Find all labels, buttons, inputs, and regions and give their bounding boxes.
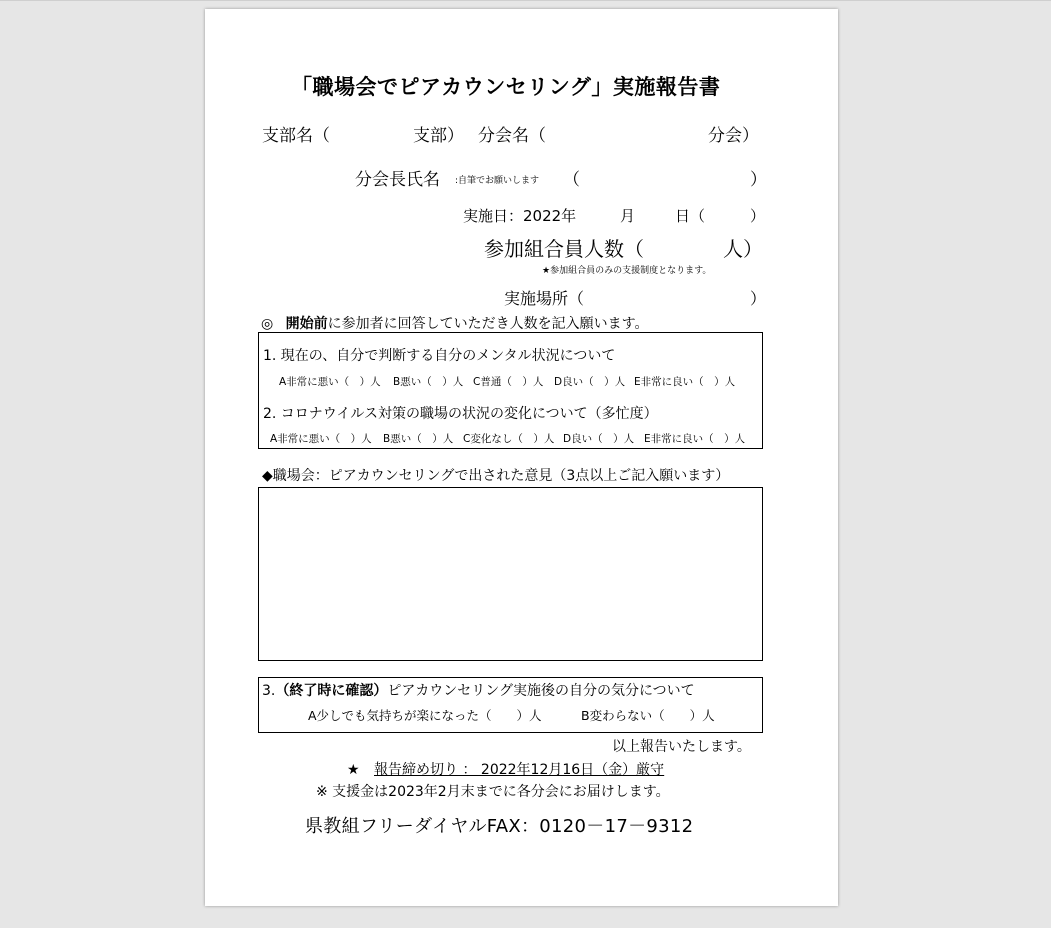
branch-label: 支部名（ bbox=[262, 126, 330, 146]
document-page bbox=[205, 9, 838, 906]
page-title: 「職場会でピアカウンセリング」実施報告書 bbox=[291, 75, 721, 99]
question-1-option-b: B悪い（ ）人 bbox=[393, 376, 464, 388]
support-note: ※ 支援金は2023年2月末までに各分会にお届けします。 bbox=[316, 784, 670, 800]
question-1-option-e: E非常に良い（ ）人 bbox=[634, 376, 736, 388]
date-day: 日（ bbox=[675, 207, 706, 225]
opinions-label: ◆職場会：ピアカウンセリングで出された意見（3点以上ご記入願います） bbox=[262, 468, 730, 484]
participants-note: ★参加組合員のみの支援制度となります。 bbox=[542, 266, 712, 276]
question-2-option-d: D良い（ ）人 bbox=[563, 433, 635, 445]
leader-label: 分会長氏名 bbox=[355, 170, 440, 190]
question-2-option-b: B悪い（ ）人 bbox=[383, 433, 454, 445]
opinions-box[interactable] bbox=[258, 487, 763, 661]
instruction-text: に参加者に回答していただき人数を記入願います。 bbox=[327, 316, 649, 332]
leader-note: :自筆でお願いします bbox=[455, 176, 540, 186]
instruction-bold: 開始前 bbox=[285, 316, 328, 332]
question-3-box bbox=[258, 677, 763, 733]
date-month: 月 bbox=[620, 207, 636, 225]
place-label: 実施場所（ bbox=[504, 289, 585, 308]
star-icon: ★ bbox=[347, 762, 360, 778]
question-1-option-c: C普通（ ）人 bbox=[473, 376, 544, 388]
question-2-option-a: A非常に悪い（ ）人 bbox=[270, 433, 372, 445]
date-close: ） bbox=[750, 207, 766, 225]
fax-number: 県教組フリーダイヤルFAX：0120－17－9312 bbox=[305, 816, 694, 837]
viewer-top-border bbox=[0, 0, 1051, 1]
instruction-line bbox=[261, 313, 649, 333]
sub-branch-label: 分会名（ bbox=[478, 126, 546, 146]
participants-unit: 人） bbox=[723, 237, 763, 261]
questions-box bbox=[258, 332, 763, 449]
question-3-text: ピアカウンセリング実施後の自分の気分について bbox=[387, 683, 695, 699]
question-2-option-e: E非常に良い（ ）人 bbox=[644, 433, 746, 445]
question-3-prefix: 3. bbox=[262, 683, 276, 699]
question-2: 2. コロナウイルス対策の職場の状況の変化について（多忙度） bbox=[263, 406, 658, 422]
question-1: 1. 現在の、自分で判断する自分のメンタル状況について bbox=[263, 348, 616, 364]
question-1-option-a: A非常に悪い（ ）人 bbox=[279, 376, 381, 388]
question-2-option-c: C変化なし（ ）人 bbox=[463, 433, 555, 445]
place-close: ） bbox=[750, 289, 767, 308]
question-1-option-d: D良い（ ）人 bbox=[554, 376, 626, 388]
deadline-text: 報告締め切り ： 2022年12月16日（金）厳守 bbox=[374, 762, 665, 778]
question-3 bbox=[262, 680, 695, 700]
leader-close: ） bbox=[750, 170, 767, 190]
question-3-bold: （終了時に確認） bbox=[275, 683, 388, 699]
participants-label: 参加組合員人数（ bbox=[484, 237, 644, 261]
closing-text: 以上報告いたします。 bbox=[612, 739, 751, 755]
sub-branch-suffix: 分会） bbox=[708, 126, 759, 146]
deadline-line bbox=[347, 759, 664, 779]
question-3-option-a: A少しでも気持ちが楽になった（ ）人 bbox=[308, 708, 542, 723]
date-label: 実施日：2022年 bbox=[463, 207, 577, 225]
instruction-mark: ◎ bbox=[261, 316, 274, 332]
leader-open: （ bbox=[563, 170, 580, 190]
question-3-option-b: B変わらない（ ）人 bbox=[581, 708, 715, 723]
branch-suffix: 支部） bbox=[413, 126, 464, 146]
